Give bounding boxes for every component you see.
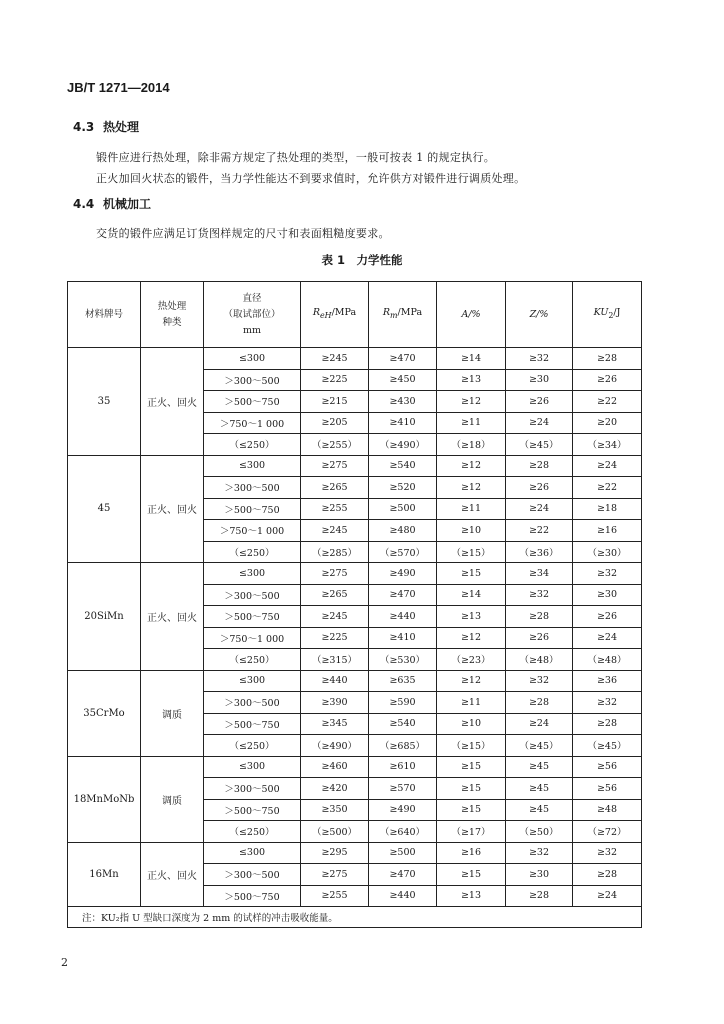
yield-strength-cell: ≥275	[301, 455, 369, 477]
diameter-cell: ≤300	[204, 348, 301, 370]
impact-energy-cell: ≥28	[573, 348, 642, 370]
reduction-area-cell: ≥24	[506, 498, 573, 520]
yield-strength-cell: ≥275	[301, 563, 369, 585]
impact-energy-cell: ≥48	[573, 799, 642, 821]
elongation-cell: ≥14	[437, 348, 506, 370]
diameter-cell: ＞300～500	[204, 778, 301, 800]
yield-strength-cell: ≥265	[301, 584, 369, 606]
yield-strength-cell: ≥460	[301, 756, 369, 778]
tensile-strength-cell: （≥530）	[369, 649, 437, 671]
reduction-area-cell: （≥45）	[506, 434, 573, 456]
yield-strength-cell: （≥285）	[301, 541, 369, 563]
section-4-4-heading	[73, 195, 151, 212]
elongation-cell: ≥12	[437, 391, 506, 413]
heat-treatment-cell: 正火、回火	[141, 455, 204, 563]
reduction-area-cell: ≥24	[506, 412, 573, 434]
impact-energy-cell: ≥26	[573, 606, 642, 628]
impact-energy-cell: ≥26	[573, 369, 642, 391]
yield-strength-cell: ≥205	[301, 412, 369, 434]
table-row	[68, 563, 642, 585]
tensile-strength-cell: ≥430	[369, 391, 437, 413]
elongation-cell: ≥13	[437, 369, 506, 391]
elongation-cell: ≥10	[437, 713, 506, 735]
material-cell: 35	[68, 348, 141, 456]
reduction-area-cell: ≥34	[506, 563, 573, 585]
impact-energy-cell: ≥56	[573, 778, 642, 800]
diameter-cell: ＞750～1 000	[204, 520, 301, 542]
elongation-cell: ≥15	[437, 563, 506, 585]
reduction-area-cell: ≥32	[506, 584, 573, 606]
section-number: 4.4	[73, 197, 95, 211]
reduction-area-cell: ≥28	[506, 885, 573, 907]
tensile-strength-cell: （≥685）	[369, 735, 437, 757]
reduction-area-cell: ≥32	[506, 842, 573, 864]
diameter-cell: （≤250）	[204, 735, 301, 757]
yield-strength-cell: ≥390	[301, 692, 369, 714]
impact-energy-cell: ≥32	[573, 692, 642, 714]
header-heat-treatment: 热处理 种类	[141, 282, 204, 348]
diameter-cell: ≤300	[204, 842, 301, 864]
page-number: 2	[61, 956, 68, 969]
table-row	[68, 756, 642, 778]
material-cell: 35CrMo	[68, 670, 141, 756]
table-row	[68, 670, 642, 692]
elongation-cell: ≥15	[437, 799, 506, 821]
diameter-cell: ≤300	[204, 756, 301, 778]
elongation-cell: ≥16	[437, 842, 506, 864]
tensile-strength-cell: （≥570）	[369, 541, 437, 563]
impact-energy-cell: ≥56	[573, 756, 642, 778]
reduction-area-cell: ≥26	[506, 627, 573, 649]
tensile-strength-cell: ≥590	[369, 692, 437, 714]
table-row	[68, 455, 642, 477]
diameter-cell: ＞500～750	[204, 606, 301, 628]
elongation-cell: ≥13	[437, 885, 506, 907]
impact-energy-cell: ≥22	[573, 477, 642, 499]
material-cell: 45	[68, 455, 141, 563]
elongation-cell: ≥15	[437, 756, 506, 778]
yield-strength-cell: ≥245	[301, 606, 369, 628]
table-row	[68, 348, 642, 370]
tensile-strength-cell: ≥520	[369, 477, 437, 499]
tensile-strength-cell: ≥540	[369, 455, 437, 477]
yield-strength-cell: ≥440	[301, 670, 369, 692]
reduction-area-cell: ≥30	[506, 369, 573, 391]
paragraph-heat-treatment-1: 锻件应进行热处理，除非需方规定了热处理的类型，一般可按表 1 的规定执行。	[96, 151, 496, 164]
yield-strength-cell: ≥420	[301, 778, 369, 800]
yield-strength-cell: ≥255	[301, 498, 369, 520]
header-impact-energy: $KU_2/J$	[573, 282, 642, 348]
reduction-area-cell: ≥45	[506, 756, 573, 778]
diameter-cell: ＞300～500	[204, 864, 301, 886]
elongation-cell: ≥11	[437, 498, 506, 520]
elongation-cell: （≥18）	[437, 434, 506, 456]
header-diameter: 直径 （取试部位） mm	[204, 282, 301, 348]
section-title: 热处理	[103, 120, 140, 134]
tensile-strength-cell: ≥410	[369, 627, 437, 649]
impact-energy-cell: （≥45）	[573, 735, 642, 757]
tensile-strength-cell: ≥480	[369, 520, 437, 542]
heat-treatment-cell: 调质	[141, 670, 204, 756]
reduction-area-cell: ≥26	[506, 391, 573, 413]
yield-strength-cell: ≥215	[301, 391, 369, 413]
reduction-area-cell: （≥50）	[506, 821, 573, 843]
mechanical-properties-table	[67, 281, 642, 928]
reduction-area-cell: ≥45	[506, 799, 573, 821]
elongation-cell: （≥15）	[437, 541, 506, 563]
diameter-cell: ＞500～750	[204, 799, 301, 821]
reduction-area-cell: ≥28	[506, 606, 573, 628]
elongation-cell: ≥10	[437, 520, 506, 542]
tensile-strength-cell: ≥450	[369, 369, 437, 391]
elongation-cell: ≥12	[437, 670, 506, 692]
material-cell: 20SiMn	[68, 563, 141, 671]
diameter-cell: （≤250）	[204, 821, 301, 843]
diameter-cell: ＞750～1 000	[204, 627, 301, 649]
tensile-strength-cell: ≥410	[369, 412, 437, 434]
elongation-cell: ≥12	[437, 627, 506, 649]
reduction-area-cell: ≥28	[506, 455, 573, 477]
table-row	[68, 842, 642, 864]
yield-strength-cell: ≥345	[301, 713, 369, 735]
tensile-strength-cell: ≥470	[369, 584, 437, 606]
yield-strength-cell: ≥225	[301, 627, 369, 649]
diameter-cell: ≤300	[204, 455, 301, 477]
yield-strength-cell: ≥225	[301, 369, 369, 391]
tensile-strength-cell: ≥610	[369, 756, 437, 778]
standard-header: JB/T 1271—2014	[67, 80, 170, 95]
reduction-area-cell: （≥36）	[506, 541, 573, 563]
diameter-cell: ＞500～750	[204, 885, 301, 907]
paragraph-heat-treatment-2: 正火加回火状态的锻件，当力学性能达不到要求值时，允许供方对锻件进行调质处理。	[96, 172, 526, 185]
tensile-strength-cell: ≥440	[369, 885, 437, 907]
header-reduction-area: Z/%	[506, 282, 573, 348]
tensile-strength-cell: ≥500	[369, 498, 437, 520]
diameter-cell: ＞500～750	[204, 498, 301, 520]
impact-energy-cell: ≥24	[573, 885, 642, 907]
table-note-row	[68, 907, 642, 928]
diameter-cell: （≤250）	[204, 541, 301, 563]
heat-treatment-cell: 正火、回火	[141, 563, 204, 671]
tensile-strength-cell: ≥635	[369, 670, 437, 692]
yield-strength-cell: （≥315）	[301, 649, 369, 671]
diameter-cell: （≤250）	[204, 434, 301, 456]
yield-strength-cell: ≥245	[301, 348, 369, 370]
impact-energy-cell: （≥48）	[573, 649, 642, 671]
reduction-area-cell: ≥22	[506, 520, 573, 542]
tensile-strength-cell: ≥490	[369, 563, 437, 585]
tensile-strength-cell: ≥540	[369, 713, 437, 735]
impact-energy-cell: ≥28	[573, 713, 642, 735]
reduction-area-cell: ≥28	[506, 692, 573, 714]
impact-energy-cell: ≥30	[573, 584, 642, 606]
impact-energy-cell: ≥36	[573, 670, 642, 692]
impact-energy-cell: （≥34）	[573, 434, 642, 456]
paragraph-machining: 交货的锻件应满足订货图样规定的尺寸和表面粗糙度要求。	[96, 227, 390, 240]
impact-energy-cell: ≥24	[573, 455, 642, 477]
reduction-area-cell: ≥30	[506, 864, 573, 886]
elongation-cell: ≥14	[437, 584, 506, 606]
impact-energy-cell: ≥32	[573, 842, 642, 864]
header-tensile-strength: $R_m$/MPa	[369, 282, 437, 348]
reduction-area-cell: ≥26	[506, 477, 573, 499]
elongation-cell: （≥15）	[437, 735, 506, 757]
impact-energy-cell: ≥22	[573, 391, 642, 413]
tensile-strength-cell: ≥470	[369, 864, 437, 886]
tensile-strength-cell: ≥570	[369, 778, 437, 800]
yield-strength-cell: （≥500）	[301, 821, 369, 843]
elongation-cell: ≥12	[437, 455, 506, 477]
diameter-cell: ＞500～750	[204, 713, 301, 735]
tensile-strength-cell: （≥640）	[369, 821, 437, 843]
material-cell: 16Mn	[68, 842, 141, 907]
reduction-area-cell: ≥32	[506, 348, 573, 370]
elongation-cell: ≥15	[437, 778, 506, 800]
diameter-cell: ＞300～500	[204, 584, 301, 606]
heat-treatment-cell: 正火、回火	[141, 842, 204, 907]
impact-energy-cell: （≥72）	[573, 821, 642, 843]
impact-energy-cell: ≥28	[573, 864, 642, 886]
impact-energy-cell: ≥16	[573, 520, 642, 542]
diameter-cell: ≤300	[204, 670, 301, 692]
elongation-cell: （≥23）	[437, 649, 506, 671]
table-caption: 表 1 力学性能	[321, 253, 403, 267]
tensile-strength-cell: ≥470	[369, 348, 437, 370]
tensile-strength-cell: ≥440	[369, 606, 437, 628]
yield-strength-cell: ≥350	[301, 799, 369, 821]
elongation-cell: ≥15	[437, 864, 506, 886]
yield-strength-cell: ≥295	[301, 842, 369, 864]
diameter-cell: ＞750～1 000	[204, 412, 301, 434]
yield-strength-cell: ≥255	[301, 885, 369, 907]
diameter-cell: （≤250）	[204, 649, 301, 671]
section-4-3-heading	[73, 118, 139, 135]
reduction-area-cell: （≥45）	[506, 735, 573, 757]
table-note: 注：KU₂指 U 型缺口深度为 2 mm 的试样的冲击吸收能量。	[68, 907, 642, 928]
table-header-row	[68, 282, 642, 348]
yield-strength-cell: ≥275	[301, 864, 369, 886]
yield-strength-cell: （≥255）	[301, 434, 369, 456]
heat-treatment-cell: 正火、回火	[141, 348, 204, 456]
tensile-strength-cell: （≥490）	[369, 434, 437, 456]
reduction-area-cell: （≥48）	[506, 649, 573, 671]
elongation-cell: （≥17）	[437, 821, 506, 843]
reduction-area-cell: ≥45	[506, 778, 573, 800]
diameter-cell: ＞500～750	[204, 391, 301, 413]
reduction-area-cell: ≥24	[506, 713, 573, 735]
impact-energy-cell: ≥18	[573, 498, 642, 520]
header-yield-strength: $R_{eH}$/MPa	[301, 282, 369, 348]
diameter-cell: ＞300～500	[204, 369, 301, 391]
tensile-strength-cell: ≥500	[369, 842, 437, 864]
impact-energy-cell: ≥24	[573, 627, 642, 649]
elongation-cell: ≥11	[437, 412, 506, 434]
section-number: 4.3	[73, 120, 95, 134]
impact-energy-cell: （≥30）	[573, 541, 642, 563]
reduction-area-cell: ≥32	[506, 670, 573, 692]
heat-treatment-cell: 调质	[141, 756, 204, 842]
header-material: 材料牌号	[68, 282, 141, 348]
section-title: 机械加工	[103, 197, 152, 211]
yield-strength-cell: ≥245	[301, 520, 369, 542]
diameter-cell: ＞300～500	[204, 692, 301, 714]
yield-strength-cell: ≥265	[301, 477, 369, 499]
elongation-cell: ≥12	[437, 477, 506, 499]
header-elongation: A/%	[437, 282, 506, 348]
elongation-cell: ≥13	[437, 606, 506, 628]
diameter-cell: ≤300	[204, 563, 301, 585]
yield-strength-cell: （≥490）	[301, 735, 369, 757]
diameter-cell: ＞300～500	[204, 477, 301, 499]
impact-energy-cell: ≥20	[573, 412, 642, 434]
impact-energy-cell: ≥32	[573, 563, 642, 585]
elongation-cell: ≥11	[437, 692, 506, 714]
material-cell: 18MnMoNb	[68, 756, 141, 842]
tensile-strength-cell: ≥490	[369, 799, 437, 821]
